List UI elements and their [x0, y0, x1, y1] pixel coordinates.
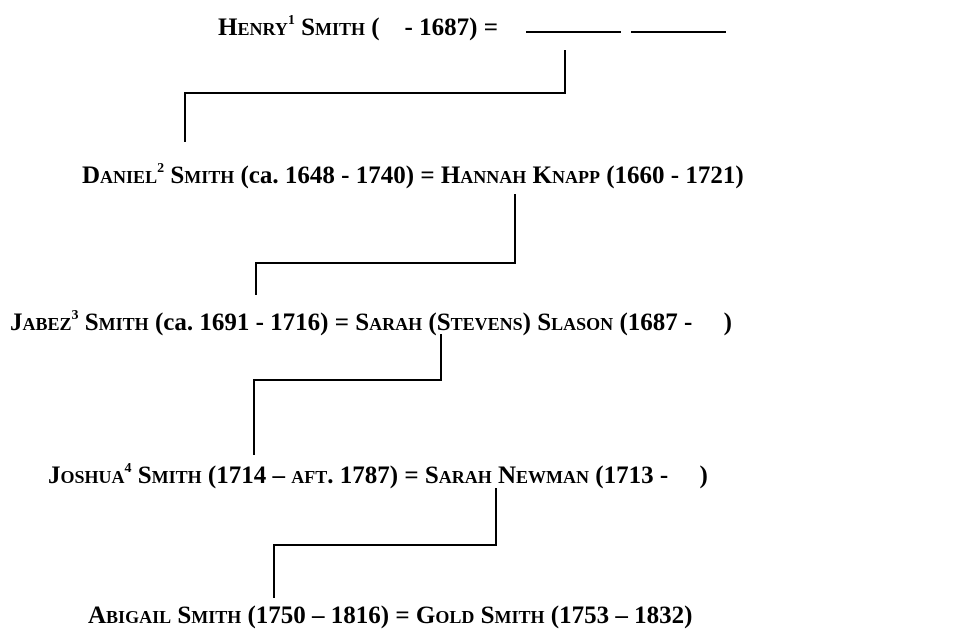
spouse-given-name: Gold	[415, 602, 475, 629]
person-given-name: Abigail	[88, 602, 172, 629]
spouse-dates: (1753 – 1832)	[550, 602, 693, 629]
marriage-sign: =	[420, 162, 435, 189]
person-given-name: Jabez	[10, 309, 72, 336]
connector-gen3-gen4	[254, 334, 441, 455]
spouse-given-name: Hannah	[440, 162, 527, 189]
spouse-maiden-name: (Stevens)	[428, 309, 532, 336]
person-dates	[208, 462, 398, 489]
dates-after-marker: aft.	[291, 462, 334, 489]
person-dates: ( - 1687)	[371, 14, 478, 41]
person-surname: Smith	[301, 14, 365, 41]
spouse-surname: Smith	[480, 602, 545, 629]
spouse-dates: (1713 - )	[595, 462, 708, 489]
generation-4	[48, 462, 708, 490]
marriage-sign: =	[404, 462, 419, 489]
marriage-sign: =	[334, 309, 350, 336]
spouse-surname: Knapp	[532, 162, 600, 189]
dates-start: (1714 –	[207, 462, 292, 489]
marriage-sign: =	[395, 602, 410, 629]
person-given-name: Daniel	[82, 162, 158, 189]
person-given-name: Henry	[218, 14, 288, 41]
person-dates: (1750 – 1816)	[247, 602, 390, 629]
connector-gen2-gen3	[256, 194, 515, 295]
spouse-surname: Slason	[537, 309, 614, 336]
generation-number: 1	[287, 13, 295, 28]
generation-2	[82, 162, 744, 190]
generation-3	[10, 309, 732, 337]
person-given-name: Joshua	[48, 462, 125, 489]
generation-number: 3	[71, 308, 79, 323]
generation-1	[218, 14, 726, 42]
connector-gen1-gen2	[185, 50, 565, 142]
person-surname: Smith	[177, 602, 242, 629]
connector-gen4-gen5	[274, 488, 496, 598]
spouse-given-name: Sarah	[355, 309, 423, 336]
person-surname: Smith	[84, 309, 149, 336]
marriage-sign: =	[483, 14, 498, 41]
generation-number: 4	[124, 461, 132, 476]
person-dates: (ca. 1691 - 1716)	[154, 309, 329, 336]
spouse-given-name: Sarah	[424, 462, 492, 489]
person-dates: (ca. 1648 - 1740)	[240, 162, 415, 189]
spouse-dates: (1687 - )	[619, 309, 732, 336]
generation-5	[88, 602, 692, 630]
person-surname: Smith	[137, 462, 202, 489]
unknown-spouse-blank-2	[631, 30, 726, 33]
dates-end: 1787)	[333, 462, 399, 489]
spouse-dates: (1660 - 1721)	[606, 162, 744, 189]
spouse-surname: Newman	[497, 462, 590, 489]
generation-number: 2	[157, 161, 165, 176]
unknown-spouse-blank-1	[526, 30, 621, 33]
person-surname: Smith	[170, 162, 235, 189]
